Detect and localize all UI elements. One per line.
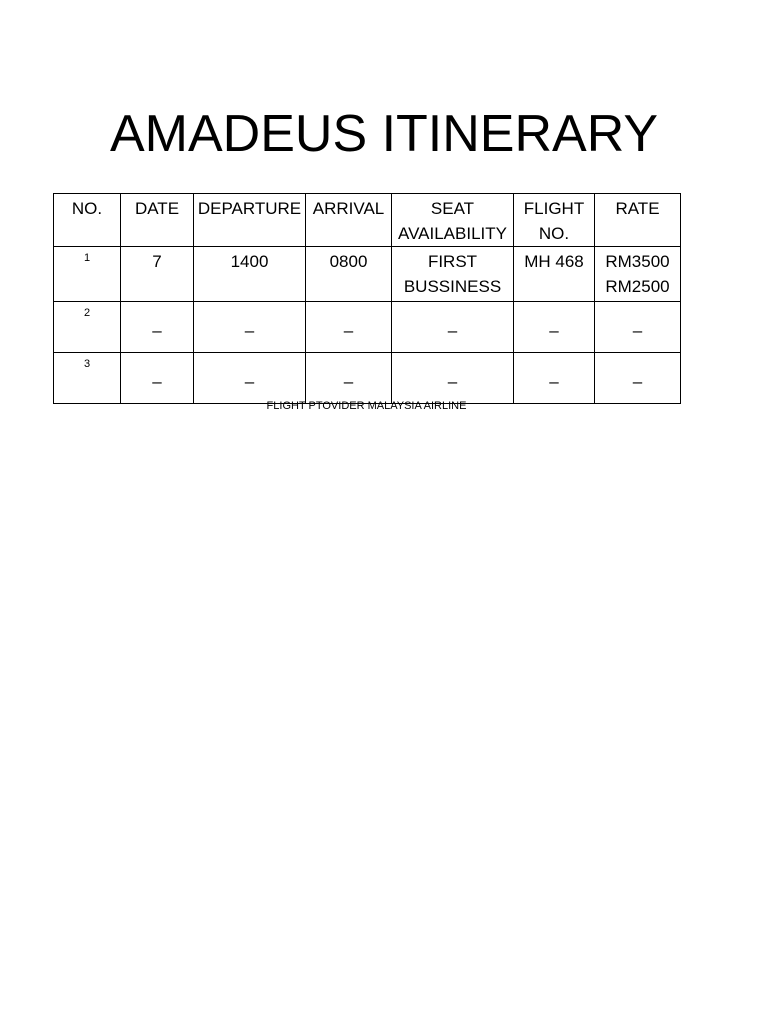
cell-no: 1 (54, 247, 121, 302)
cell-arrival: – (306, 353, 392, 404)
itinerary-table (53, 193, 681, 404)
cell-date: – (121, 353, 194, 404)
cell-rate: – (595, 353, 681, 404)
flight-provider-note: FLIGHT PTOVIDER MALAYSIA AIRLINE (266, 400, 467, 412)
cell-flight-no: – (514, 302, 595, 353)
cell-no: 2 (54, 302, 121, 353)
cell-rate: – (595, 302, 681, 353)
header-seat-availability: SEAT AVAILABILITY (392, 194, 514, 247)
header-date: DATE (121, 194, 194, 247)
cell-departure: 1400 (194, 247, 306, 302)
cell-flight-no: – (514, 353, 595, 404)
cell-seat-availability: – (392, 302, 514, 353)
header-flight-no: FLIGHT NO. (514, 194, 595, 247)
table-row (54, 247, 681, 302)
cell-arrival: – (306, 302, 392, 353)
header-no: NO. (54, 194, 121, 247)
cell-no: 3 (54, 353, 121, 404)
cell-date: 7 (121, 247, 194, 302)
header-rate: RATE (595, 194, 681, 247)
cell-seat-availability: – (392, 353, 514, 404)
cell-seat-availability: FIRST BUSSINESS (392, 247, 514, 302)
cell-rate: RM3500 RM2500 (595, 247, 681, 302)
table-row (54, 353, 681, 404)
cell-flight-no: MH 468 (514, 247, 595, 302)
cell-arrival: 0800 (306, 247, 392, 302)
header-departure: DEPARTURE (194, 194, 306, 247)
cell-departure: – (194, 353, 306, 404)
cell-date: – (121, 302, 194, 353)
table-header-row (54, 194, 681, 247)
table-row (54, 302, 681, 353)
document-title: AMADEUS ITINERARY (109, 105, 659, 163)
cell-departure: – (194, 302, 306, 353)
header-arrival: ARRIVAL (306, 194, 392, 247)
